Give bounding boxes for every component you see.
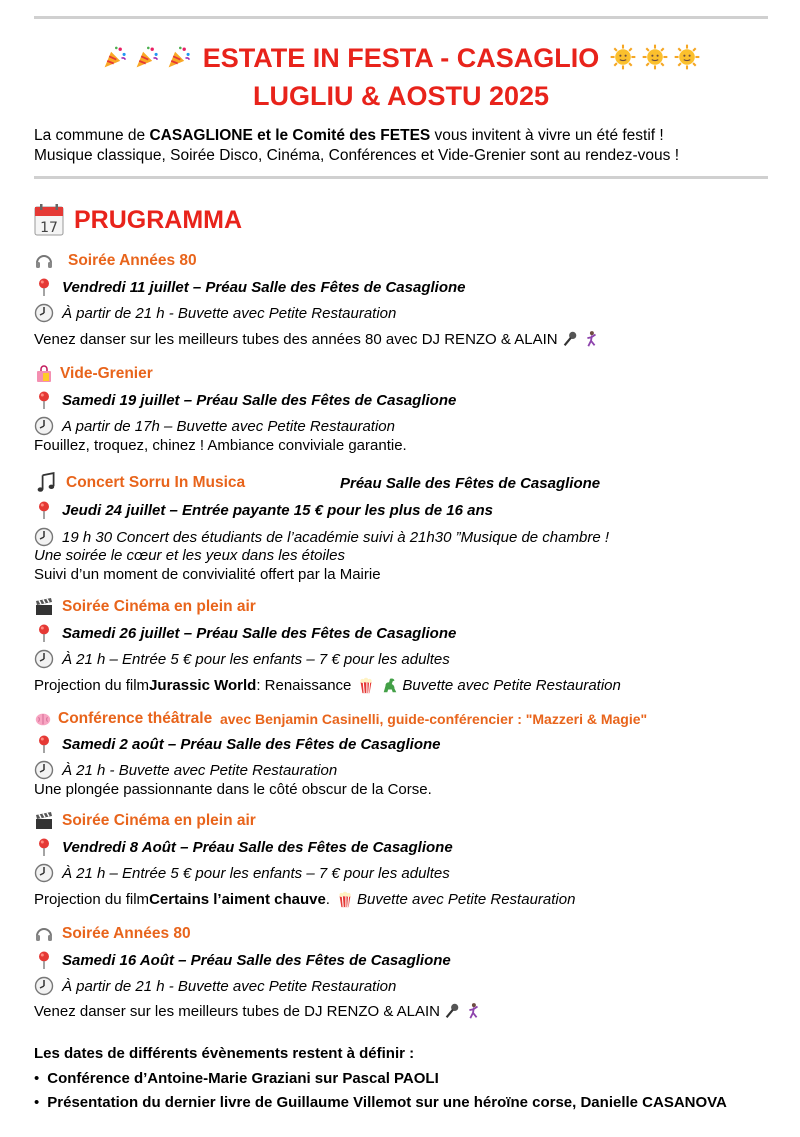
headphones-icon [34,924,54,944]
party-popper-icon [134,44,160,70]
event-location-row: Samedi 19 juillet – Préau Salle des Fêtes de Casaglione [34,390,794,410]
clock-icon [34,976,54,996]
shopping-bag-icon [34,364,54,384]
calendar-icon [34,204,64,236]
brain-icon [34,709,52,729]
programme-title: PRUGRAMMA [74,205,243,234]
sun-icon [674,44,700,70]
event-title-row: Vide-Grenier [34,364,794,384]
event-title-row: Soirée Années 80 [34,924,794,944]
event-title-row: Soirée Cinéma en plein air [34,811,794,831]
clock-icon [34,760,54,780]
event-location-row: Vendredi 11 juillet – Préau Salle des Fêtes de Casaglione [34,277,794,297]
event-desc-row: Venez danser sur les meilleurs tubes des années 80 avec DJ RENZO & ALAIN [34,330,794,348]
event-desc-row: Venez danser sur les meilleurs tubes de DJ RENZO & ALAIN [34,1002,794,1020]
sun-icon [610,44,636,70]
event-title-row: Conférence théâtrale avec Benjamin Casinelli, guide-conférencier : "Mazzeri & Magie" [34,709,794,729]
clock-icon [34,863,54,883]
popcorn-icon [336,890,354,908]
event-desc-row: Fouillez, troquez, chinez ! Ambiance conviviale garantie. [34,437,407,454]
event-time-row: 19 h 30 Concert des étudiants de l’académie suivi à 21h30 ”Musique de chambre ! [34,527,794,547]
event-title: Soirée Années 80 [68,252,197,269]
event-time-row: À partir de 21 h - Buvette avec Petite Restauration [34,303,794,323]
clock-icon [34,303,54,323]
event-title-row [34,251,794,271]
event-time-row: À 21 h – Entrée 5 € pour les enfants – 7 € pour les adultes [34,649,794,669]
event-desc-row: Projection du film Jurassic World : Renaissance Buvette avec Petite Restauration [34,676,621,694]
headphones-icon [34,251,54,271]
clapperboard-icon [34,811,54,831]
popcorn-icon [357,676,375,694]
party-popper-icon [166,44,192,70]
event-time-row: À 21 h – Entrée 5 € pour les enfants – 7 € pour les adultes [34,863,794,883]
event-location-row: Jeudi 24 juillet – Entrée payante 15 € pour les plus de 16 ans [34,500,794,520]
party-popper-icon [102,44,128,70]
pin-icon [34,623,54,643]
event-location-row: Vendredi 8 Août – Préau Salle des Fêtes de Casaglione [34,837,794,857]
event-desc-row: Suivi d’un moment de convivialité offert par la Mairie [34,566,381,583]
pin-icon [34,277,54,297]
dancer-icon [464,1002,482,1020]
event-time-row: À partir de 21 h - Buvette avec Petite Restauration [34,976,794,996]
event-time-row: À 21 h - Buvette avec Petite Restauration [34,760,794,780]
pin-icon [34,734,54,754]
event-location-row: Samedi 2 août – Préau Salle des Fêtes de Casaglione [34,734,794,754]
pin-icon [34,500,54,520]
dinosaur-icon [381,676,399,694]
musical-notes-icon [34,472,60,494]
programme-heading [34,203,242,237]
page-title-line2: LUGLIU & AOSTU 2025 [252,81,550,111]
page-title-line1: ESTATE IN FESTA - CASAGLIO [34,42,768,74]
clock-icon [34,416,54,436]
pending-item: • Conférence d’Antoine-Marie Graziani sur Pascal PAOLI [34,1070,439,1087]
pin-icon [34,837,54,857]
top-divider [34,16,768,19]
pin-icon [34,390,54,410]
intro-text: La commune de CASAGLIONE et le Comité des FETES vous invitent à vivre un été festif ! Musique classique, Soirée Disco, Cinéma, Conférences et Vide-Grenier sont au rendez-vous ! [34,127,680,164]
sun-icon [642,44,668,70]
svg-text:17: 17 [40,220,58,236]
event-desc-row: Une plongée passionnante dans le côté obscur de la Corse. [34,781,432,798]
pending-dates-heading: Les dates de différents évènements restent à définir : [34,1045,415,1062]
microphone-icon [561,330,579,348]
event-title-row: Concert Sorru In Musica Préau Salle des Fêtes de Casaglione [34,472,794,494]
event-location-row: Samedi 26 juillet – Préau Salle des Fêtes de Casaglione [34,623,794,643]
pending-item: • Présentation du dernier livre de Guillaume Villemot sur une héroïne corse, Danielle CASANOVA [34,1094,727,1111]
event-time-row: A partir de 17h – Buvette avec Petite Restauration [34,416,794,436]
event-note-row: Une soirée le cœur et les yeux dans les étoiles [34,547,345,564]
microphone-icon [443,1002,461,1020]
dancer-icon [582,330,600,348]
clock-icon [34,649,54,669]
event-location-row: Samedi 16 Août – Préau Salle des Fêtes de Casaglione [34,950,794,970]
event-title-row: Soirée Cinéma en plein air [34,597,794,617]
clock-icon [34,527,54,547]
pin-icon [34,950,54,970]
intro-divider [34,176,768,179]
event-desc-row: Projection du film Certains l’aiment chauve . Buvette avec Petite Restauration [34,890,576,908]
clapperboard-icon [34,597,54,617]
